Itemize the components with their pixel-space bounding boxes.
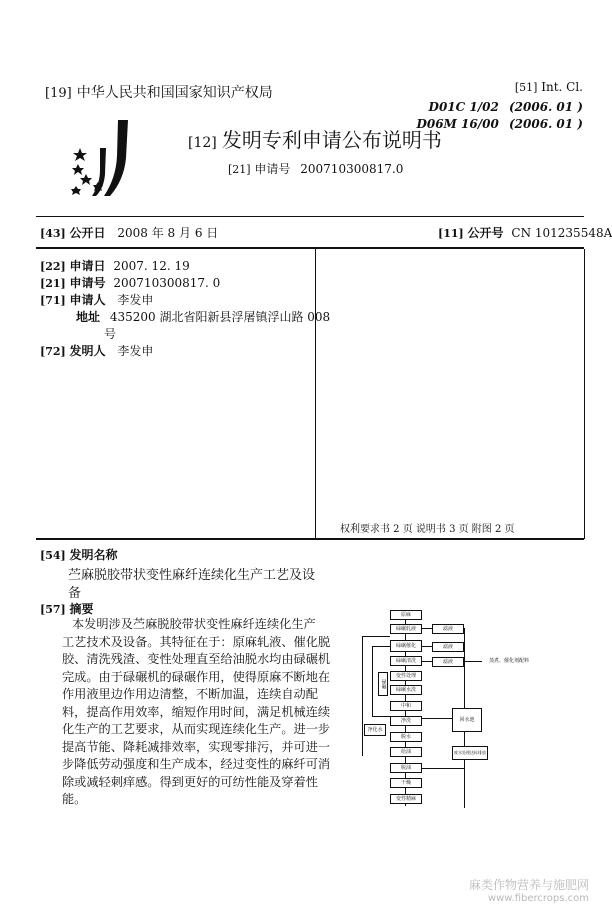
invention-title-line-2: 备 xyxy=(68,586,82,601)
abstract-label: 摘要 xyxy=(69,602,94,616)
abstract-line: 化生产的工艺要求，从而实现连续化生产。进一步 xyxy=(62,722,331,736)
watermark-line-1: 麻类作物营养与施肥网 xyxy=(468,878,589,892)
invention-title-line-1: 苎麻脱胶带状变性麻纤连续化生产工艺及设 xyxy=(68,568,316,583)
abstract-line: 步降低劳动强度和生产成本，经过变性的麻纤可消 xyxy=(62,757,331,771)
biblio-right-border xyxy=(584,249,585,539)
title-section xyxy=(40,546,118,563)
flow-box-deoil: 脱油 xyxy=(390,763,422,773)
abstract-line: 工艺技术及设备。其特征在于：原麻轧液、催化脱 xyxy=(62,634,331,649)
biblio-fields xyxy=(40,258,331,360)
code-71: [71] xyxy=(40,294,66,307)
abstract-line: 胶、清洗残渣、变性处理直至给油脱水均由碌碾机 xyxy=(62,652,331,666)
flow-left-loop-bottom xyxy=(372,716,390,717)
divider-pub xyxy=(36,247,584,249)
pub-date-line xyxy=(40,224,218,241)
header-app-no-label: 申请号 xyxy=(254,162,291,176)
abstract-line: 料，提高作用效率，缩短作用时间，满足机械连续 xyxy=(62,704,331,719)
header-app-no-line xyxy=(228,160,403,177)
applicant: 李发申 xyxy=(117,293,154,307)
flow-box-rolling-press: 碌碾轧液 xyxy=(390,624,422,634)
flow-box-clean-wash: 净洗 xyxy=(390,716,422,726)
abstract-line: 除或减轻刺痒感。得到更好的可纺性能及穿着性 xyxy=(62,774,318,789)
address-label: 地址 xyxy=(76,310,101,324)
filing-date: 2007. 12. 19 xyxy=(113,259,190,273)
flow-filtrate-riser xyxy=(464,628,465,718)
flow-left-loop-top xyxy=(372,646,390,647)
flow-far-left-loop xyxy=(362,636,363,756)
flow-box-neutralize: 中和 xyxy=(390,701,422,711)
biblio-vertical-divider xyxy=(315,249,316,539)
applicant-label: 申请人 xyxy=(69,293,106,307)
app-no: 200710300817. 0 xyxy=(113,276,221,290)
abstract-line: 完成。由于碌碾机的碌碾作用，使得原麻不断地在 xyxy=(62,669,331,684)
header-app-no: 200710300817.0 xyxy=(300,162,404,176)
flow-box-filtrate-3: 滤液 xyxy=(432,657,464,667)
flow-box-rolling-wash: 碌碾清洗 xyxy=(390,656,422,666)
address-line-2: 号 xyxy=(104,327,117,341)
filing-date-label: 申请日 xyxy=(69,259,106,273)
ipc-code-1: D01C 1/02 xyxy=(428,100,499,114)
flow-box-side-rolling: 碌碾 xyxy=(378,672,388,696)
flow-box-modified-fiber: 变性精麻 xyxy=(390,794,422,804)
flow-box-purified-water: 净化水 xyxy=(364,724,386,736)
inventor-label: 发明人 xyxy=(69,344,106,358)
address-line-1: 435200 湖北省阳新县浮屠镇浮山路 008 xyxy=(109,310,331,324)
doc-type-line xyxy=(188,124,442,153)
emblem-logo xyxy=(70,118,140,198)
ipc-code-2: D06M 16/00 xyxy=(416,117,499,131)
office-name: 中华人民共和国国家知识产权局 xyxy=(76,85,273,101)
flow-box-rolling-rinse: 碌碾水洗 xyxy=(390,685,422,695)
ipc-year-1: (2006. 01 ) xyxy=(509,100,583,114)
flow-pool-to-disposal xyxy=(464,778,465,808)
abstract-body xyxy=(62,616,331,809)
flow-box-dewater: 脱水 xyxy=(390,732,422,742)
office-line xyxy=(45,82,273,102)
ipc-year-2: (2006. 01 ) xyxy=(509,117,583,131)
flow-bottom-return xyxy=(420,768,464,769)
divider-top xyxy=(36,216,584,217)
pub-date: 2008 年 8 月 6 日 xyxy=(117,226,219,240)
intcl-label: Int. Cl. xyxy=(541,80,583,94)
code-21-header: [21] xyxy=(228,163,251,176)
ipc-block xyxy=(416,80,583,131)
title-label: 发明名称 xyxy=(69,548,118,562)
flow-box-filtrate-1: 滤液 xyxy=(432,624,464,634)
flow-box-steam-catalyst: 蒸煮、催化剂配料 xyxy=(482,657,536,665)
code-22: [22] xyxy=(40,260,66,273)
watermark xyxy=(469,876,589,904)
code-21: [21] xyxy=(40,277,66,290)
watermark-line-2: www.fibercrops.com xyxy=(487,893,589,904)
flow-box-dry: 干燥 xyxy=(390,778,422,788)
code-57: [57] xyxy=(40,603,66,616)
flow-box-oiling: 给油 xyxy=(390,747,422,757)
code-54: [54] xyxy=(40,549,66,562)
pub-no-label: 公开号 xyxy=(467,226,504,240)
code-11: [11] xyxy=(438,227,464,240)
flow-box-wastewater-treatment: 废水处理达标排放 xyxy=(452,746,488,760)
divider-biblio-bottom xyxy=(36,538,584,540)
page-counts: 权利要求书 2 页 说明书 3 页 附图 2 页 xyxy=(340,524,515,535)
pub-no-line xyxy=(438,224,612,241)
code-72: [72] xyxy=(40,345,66,358)
flow-box-modification: 变性处理 xyxy=(390,671,422,681)
process-flowchart xyxy=(360,608,590,808)
pub-no: CN 101235548A xyxy=(511,226,612,240)
abstract-line: 能。 xyxy=(62,792,87,806)
code-43: [43] xyxy=(40,227,66,240)
abstract-line: 作用液里边作用边清整，不断加温，连续自动配 xyxy=(62,687,318,701)
flow-box-return-pool: 回水池 xyxy=(452,708,482,732)
flow-box-raw-ramie: 原麻 xyxy=(390,610,422,620)
code-51: [51] xyxy=(514,81,538,94)
flow-box-filtrate-2: 滤液 xyxy=(432,642,464,652)
flow-to-far-right xyxy=(464,661,482,662)
pub-date-label: 公开日 xyxy=(69,226,106,240)
flow-left-loop xyxy=(372,646,373,716)
doc-type: 发明专利申请公布说明书 xyxy=(221,128,442,152)
flow-far-left-loop-top xyxy=(362,636,390,637)
flow-box-rolling-catalysis: 碌碾催化 xyxy=(390,640,422,652)
abstract-heading xyxy=(40,600,94,617)
code-19: [19] xyxy=(45,86,72,101)
abstract-line: 提高节能、降耗减排效率，实现零排污，并可进一 xyxy=(62,739,331,754)
app-no-label: 申请号 xyxy=(69,276,106,290)
code-12: [12] xyxy=(188,135,217,151)
abstract-line: 本发明涉及苎麻脱胶带状变性麻纤连续化生产 xyxy=(72,617,316,631)
inventor: 李发申 xyxy=(117,344,154,358)
